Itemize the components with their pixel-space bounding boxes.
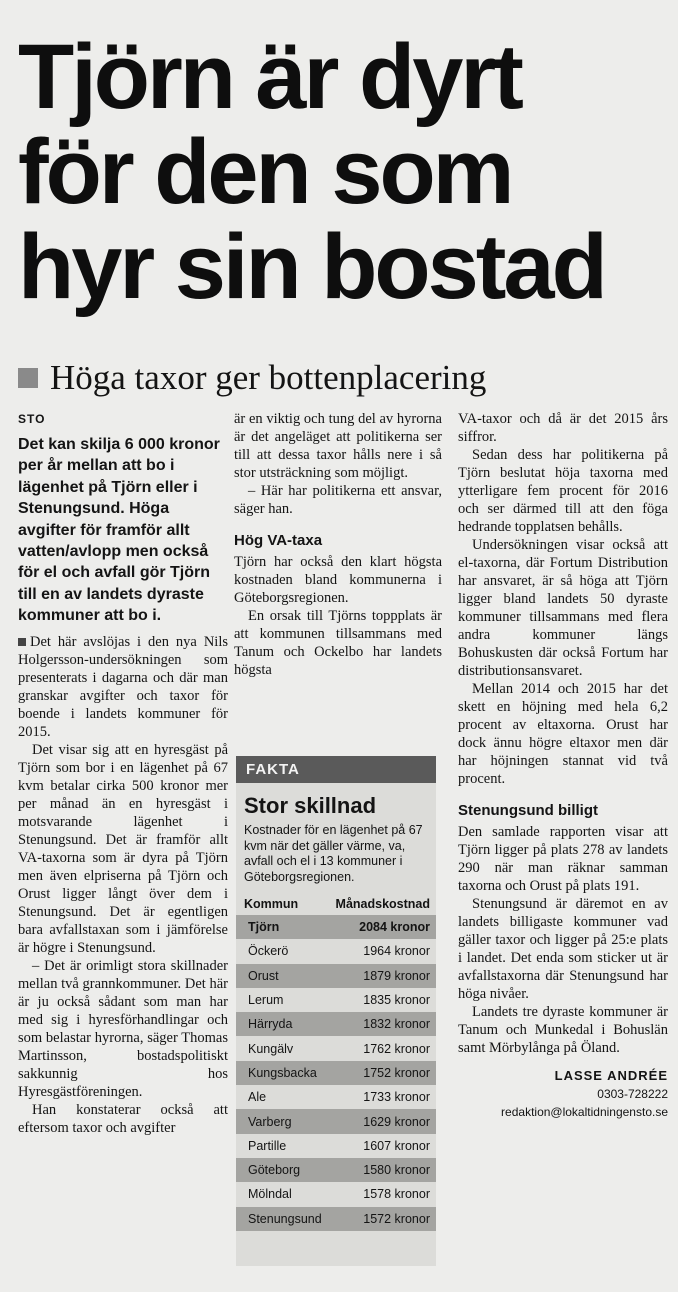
paragraph: Det här avslöjas i den nya Nils Holgersson-undersökningen som presenterats i dagarna och där man granskar avgifter och taxor för boende i landets kommuner för 2015. — [18, 633, 228, 740]
column-header-kommun: Kommun — [244, 897, 299, 911]
kostnad-cell: 1733 kronor — [363, 1090, 430, 1105]
headline-line-3: hyr sin bostad — [18, 216, 605, 318]
column-1 — [18, 410, 228, 1137]
kostnad-cell: 1879 kronor — [363, 968, 430, 983]
kostnad-cell: 1580 kronor — [363, 1163, 430, 1178]
column-2 — [234, 410, 442, 679]
square-bullet-icon — [18, 368, 38, 388]
headline-line-2: för den som — [18, 121, 512, 223]
table-row — [236, 1085, 436, 1109]
quote-paragraph: – Här har politikerna ett ansvar, säger han. — [234, 483, 442, 517]
table-row — [236, 1158, 436, 1182]
kostnad-cell: 1762 kronor — [363, 1041, 430, 1056]
paragraph: Den samlade rapporten visar att Tjörn ligger på plats 278 av landets 290 när man räknar samman taxorna och Orust på plats 191. — [458, 824, 668, 894]
quote-paragraph: – Det är orimligt stora skillnader mellan två grannkommuner. Det här är ju också sådant som man har med sig i hyresförhandlingar och som belastar hyrorna, säger Thomas Martinsson, bostadspolitiskt sakkunnig hos Hyresgästföreningen. — [18, 957, 228, 1100]
paragraph: Det visar sig att en hyresgäst på Tjörn som bor i en lägenhet på 67 kvm betalar cirka 500 kronor mer per månad än en hyresgäst i motsvarande lägenhet i Stenungsund. Det är framför allt VA-taxorna som är dyra på Tjörn men även elpriserna på Tjörn och Orust ligger långt över dem i Stenungsund. Det är egentligen bara avfallstaxan som i jämförelse är högre i Stenungsund. — [18, 741, 228, 956]
square-bullet-icon — [18, 638, 26, 646]
kommun-cell: Tjörn — [248, 920, 280, 935]
kommun-cell: Ale — [248, 1090, 267, 1105]
table-row — [236, 964, 436, 988]
kommun-cell: Varberg — [248, 1114, 292, 1129]
kommun-cell: Härryda — [248, 1017, 293, 1032]
table-row — [236, 939, 436, 963]
kostnad-cell: 1835 kronor — [363, 993, 430, 1008]
fact-table-header — [236, 897, 436, 915]
kostnad-cell: 1578 kronor — [363, 1187, 430, 1202]
table-row — [236, 1207, 436, 1231]
column-3 — [458, 410, 668, 1121]
paragraph: VA-taxor och då är det 2015 års siffror. — [458, 411, 668, 445]
subheadline-text: Höga taxor ger bottenplacering — [50, 358, 487, 397]
paragraph: Han konstaterar också att eftersom taxor och avgifter — [18, 1101, 228, 1136]
kommun-cell: Lerum — [248, 993, 284, 1008]
author-phone: 0303-728222 — [597, 1087, 668, 1101]
table-row — [236, 1061, 436, 1085]
kommun-cell: Orust — [248, 968, 279, 983]
table-row — [236, 915, 436, 939]
paragraph: Mellan 2014 och 2015 har det skett en höjning med hela 6,2 procent av eltaxorna. Orust har dock ännu högre eltaxor men där har höjningen stannat vid två procent. — [458, 681, 668, 787]
fact-box-title: Stor skillnad — [244, 793, 377, 818]
kommun-cell: Mölndal — [248, 1187, 292, 1202]
paragraph: Landets tre dyraste kommuner är Tanum och Munkedal i Bohuslän samt Mörbylånga på Öland. — [458, 1004, 668, 1056]
fact-box — [236, 756, 436, 1266]
table-row — [236, 1109, 436, 1133]
table-row — [236, 1134, 436, 1158]
paragraph: Sedan dess har politikerna på Tjörn beslutat höja taxorna med ytterligare fem procent för 2016 och ser därmed till att den föga hedrande topplatsen behålls. — [458, 447, 668, 535]
kostnad-cell: 1572 kronor — [363, 1211, 430, 1226]
table-row — [236, 988, 436, 1012]
headline — [18, 26, 668, 318]
crosshead: Stenungsund billigt — [458, 802, 598, 819]
paragraph: är en viktig och tung del av hyrorna är det angeläget att politikerna ser till att dessa taxor hålls nere i så stor utsträckning som möjligt. — [234, 411, 442, 481]
table-row — [236, 1036, 436, 1060]
fact-box-intro: Kostnader för en lägenhet på 67 kvm när det gäller värme, va, avfall och el i 13 kommuner i Göteborgsregionen. — [244, 823, 423, 884]
kommun-cell: Partille — [248, 1138, 287, 1153]
fact-table-body — [236, 915, 436, 1231]
column-header-manadskostnad: Månadskostnad — [335, 897, 430, 911]
kommun-cell: Göteborg — [248, 1163, 301, 1178]
paragraph: Stenungsund är däremot en av landets billigaste kommuner vad gäller taxor och ligger på 25:e plats i landet. Det enda som sticker ut är avfallstaxorna där Stenungsund har höga nivåer. — [458, 896, 668, 1002]
kostnad-cell: 2084 kronor — [359, 920, 430, 935]
table-row — [236, 1182, 436, 1206]
subheadline — [18, 356, 668, 400]
kostnad-cell: 1832 kronor — [363, 1017, 430, 1032]
kostnad-cell: 1964 kronor — [363, 944, 430, 959]
author-name: LASSE ANDRÉE — [554, 1068, 668, 1083]
fact-box-tag: FAKTA — [236, 756, 436, 783]
lead-paragraph: Det kan skilja 6 000 kronor per år mellan att bo i lägenhet på Tjörn eller i Stenungsund. Höga avgifter för framför allt vatten/avlopp men också för el och avfall gör Tjörn till en av landets dyraste kommuner att bo i. — [18, 436, 220, 625]
kostnad-cell: 1629 kronor — [363, 1114, 430, 1129]
kommun-cell: Öckerö — [248, 944, 289, 959]
kommun-cell: Kungsbacka — [248, 1065, 317, 1080]
kommun-cell: Kungälv — [248, 1041, 294, 1056]
paragraph: Undersökningen visar också att el-taxorna, där Fortum Distribution har ansvaret, är så höga att Tjörn ligger bland landets 50 dyraste kommuner tillsammans med flera andra kommuner längs Bohuskusten där också Fortum har distributionsansvaret. — [458, 537, 668, 679]
headline-line-1: Tjörn är dyrt — [18, 26, 521, 128]
signature — [458, 1067, 668, 1121]
paragraph: Tjörn har också den klart högsta kostnaden bland kommunerna i Göteborgsregionen. — [234, 554, 442, 606]
author-email: redaktion@lokaltidningensto.se — [501, 1105, 668, 1119]
dateline-place: STO — [18, 412, 46, 426]
kostnad-cell: 1607 kronor — [363, 1138, 430, 1153]
table-row — [236, 1012, 436, 1036]
kommun-cell: Stenungsund — [248, 1211, 322, 1226]
paragraph: En orsak till Tjörns toppplats är att kommunen tillsammans med Tanum och Ockelbo har landets högsta — [234, 608, 442, 678]
kostnad-cell: 1752 kronor — [363, 1065, 430, 1080]
crosshead: Hög VA-taxa — [234, 532, 323, 549]
